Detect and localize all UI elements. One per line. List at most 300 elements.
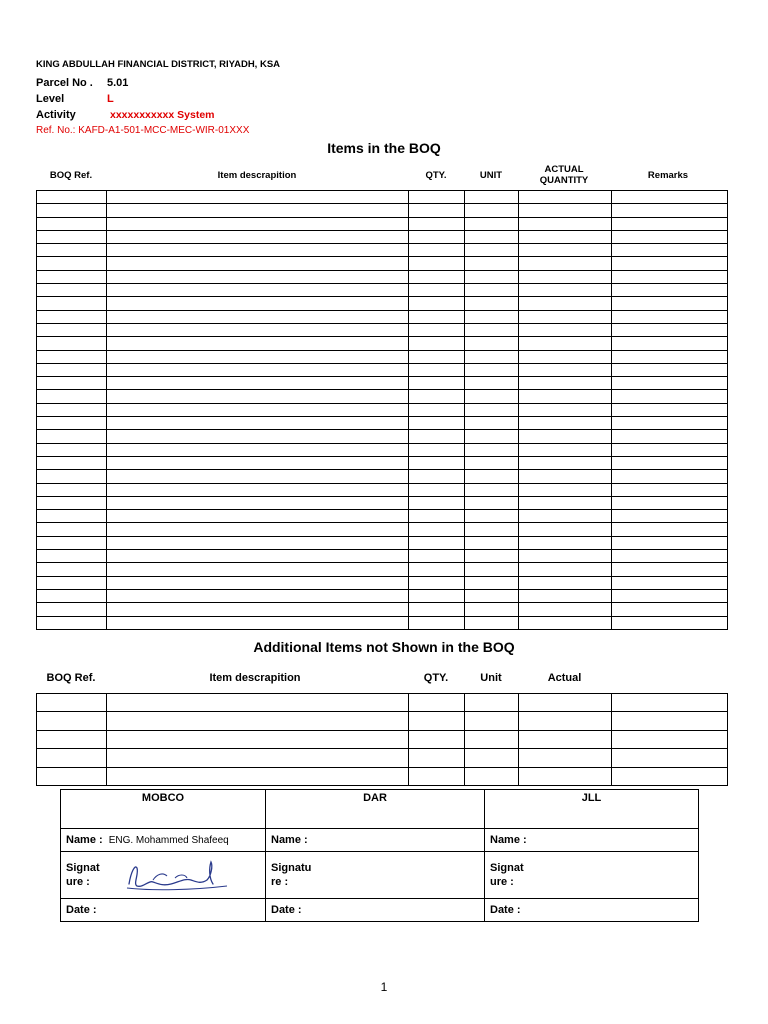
- table-cell[interactable]: [37, 363, 107, 376]
- table-cell[interactable]: [465, 576, 519, 589]
- table-cell[interactable]: [612, 257, 728, 270]
- table-cell[interactable]: [612, 191, 728, 204]
- table-cell[interactable]: [465, 510, 519, 523]
- mobco-signature-cell[interactable]: [61, 852, 266, 899]
- col-header-actual-quantity: ACTUAL QUANTITY: [539, 164, 589, 186]
- table-row: [37, 470, 728, 483]
- col-header-remarks: Remarks: [647, 170, 689, 181]
- table-cell[interactable]: [612, 496, 728, 509]
- table-row: [37, 536, 728, 549]
- table-cell[interactable]: [107, 550, 409, 563]
- table-cell[interactable]: [519, 694, 612, 712]
- table-cell[interactable]: [519, 563, 612, 576]
- table-cell[interactable]: [465, 603, 519, 616]
- table-cell[interactable]: [37, 284, 107, 297]
- table-cell[interactable]: [519, 284, 612, 297]
- table-row: [37, 191, 728, 204]
- table-cell[interactable]: [409, 350, 465, 363]
- table-row: [37, 456, 728, 469]
- table-cell[interactable]: [612, 443, 728, 456]
- table-cell[interactable]: [465, 563, 519, 576]
- table-cell[interactable]: [107, 456, 409, 469]
- table-cell[interactable]: [409, 563, 465, 576]
- table-cell[interactable]: [465, 483, 519, 496]
- table-cell[interactable]: [37, 767, 107, 785]
- table-cell[interactable]: [519, 217, 612, 230]
- table-cell[interactable]: [612, 390, 728, 403]
- table-cell[interactable]: [107, 589, 409, 602]
- table-row: [37, 337, 728, 350]
- table-cell[interactable]: [409, 363, 465, 376]
- table-cell[interactable]: [465, 257, 519, 270]
- table-cell[interactable]: [519, 603, 612, 616]
- table-cell[interactable]: [409, 749, 465, 767]
- table-cell[interactable]: [409, 523, 465, 536]
- dar-name-cell[interactable]: [266, 829, 485, 852]
- dar-signature-cell[interactable]: [266, 852, 485, 899]
- table-row: [37, 403, 728, 416]
- table-cell[interactable]: [409, 284, 465, 297]
- table-cell[interactable]: [519, 297, 612, 310]
- table-cell[interactable]: [612, 523, 728, 536]
- table-cell[interactable]: [465, 204, 519, 217]
- mobco-date-cell[interactable]: [61, 899, 266, 922]
- table-row: [37, 310, 728, 323]
- table-cell[interactable]: [612, 749, 728, 767]
- table-cell[interactable]: [107, 510, 409, 523]
- add-col-header-qty: QTY.: [423, 672, 449, 684]
- table-cell[interactable]: [37, 297, 107, 310]
- table-cell[interactable]: [519, 363, 612, 376]
- table-cell[interactable]: [37, 217, 107, 230]
- table-cell[interactable]: [107, 576, 409, 589]
- table-cell[interactable]: [612, 730, 728, 748]
- table-cell[interactable]: [107, 603, 409, 616]
- table-cell[interactable]: [465, 430, 519, 443]
- table-cell[interactable]: [612, 430, 728, 443]
- table-cell[interactable]: [519, 550, 612, 563]
- table-row: [37, 284, 728, 297]
- table-cell[interactable]: [519, 470, 612, 483]
- table-cell[interactable]: [409, 536, 465, 549]
- date-label: Date :: [271, 904, 302, 916]
- table-cell[interactable]: [409, 694, 465, 712]
- mobco-name-cell[interactable]: [61, 829, 266, 852]
- table-cell[interactable]: [519, 204, 612, 217]
- table-cell[interactable]: [612, 483, 728, 496]
- table-cell[interactable]: [519, 310, 612, 323]
- table-cell[interactable]: [465, 523, 519, 536]
- table-cell[interactable]: [37, 204, 107, 217]
- table-cell[interactable]: [612, 616, 728, 629]
- table-cell[interactable]: [107, 390, 409, 403]
- table-cell[interactable]: [409, 470, 465, 483]
- table-cell[interactable]: [409, 257, 465, 270]
- table-row: [37, 443, 728, 456]
- table-cell[interactable]: [612, 403, 728, 416]
- table-cell[interactable]: [107, 563, 409, 576]
- table-cell[interactable]: [107, 204, 409, 217]
- parcel-value: 5.01: [107, 77, 129, 89]
- table-cell[interactable]: [409, 337, 465, 350]
- party-mobco: MOBCO: [61, 790, 266, 829]
- table-cell[interactable]: [519, 377, 612, 390]
- table-cell[interactable]: [519, 350, 612, 363]
- table-cell[interactable]: [37, 456, 107, 469]
- table-cell[interactable]: [107, 350, 409, 363]
- table-cell[interactable]: [465, 350, 519, 363]
- table-row: [37, 350, 728, 363]
- table-cell[interactable]: [107, 536, 409, 549]
- table-cell[interactable]: [107, 310, 409, 323]
- table-cell[interactable]: [37, 550, 107, 563]
- table-cell[interactable]: [409, 191, 465, 204]
- table-cell[interactable]: [37, 496, 107, 509]
- table-row: [37, 694, 728, 712]
- table-cell[interactable]: [612, 417, 728, 430]
- table-cell[interactable]: [37, 730, 107, 748]
- table-cell[interactable]: [465, 310, 519, 323]
- table-cell[interactable]: [612, 337, 728, 350]
- table-cell[interactable]: [612, 377, 728, 390]
- additional-items-table: [36, 693, 728, 786]
- table-cell[interactable]: [465, 767, 519, 785]
- table-cell[interactable]: [409, 603, 465, 616]
- table-cell[interactable]: [107, 403, 409, 416]
- table-cell[interactable]: [409, 483, 465, 496]
- table-cell[interactable]: [612, 217, 728, 230]
- table-cell[interactable]: [465, 284, 519, 297]
- table-cell[interactable]: [107, 323, 409, 336]
- table-cell[interactable]: [519, 483, 612, 496]
- level-label: Level: [36, 93, 65, 105]
- table-cell[interactable]: [37, 536, 107, 549]
- table-cell[interactable]: [465, 470, 519, 483]
- table-cell[interactable]: [612, 230, 728, 243]
- table-cell[interactable]: [519, 523, 612, 536]
- table-cell[interactable]: [107, 257, 409, 270]
- table-cell[interactable]: [37, 603, 107, 616]
- table-row: [37, 257, 728, 270]
- activity-value: xxxxxxxxxxx System: [110, 109, 215, 121]
- boq-items-body: [37, 191, 728, 630]
- jll-signature-cell[interactable]: [485, 852, 699, 899]
- table-cell[interactable]: [519, 337, 612, 350]
- table-cell[interactable]: [409, 616, 465, 629]
- parcel-label: Parcel No .: [36, 77, 93, 89]
- table-cell[interactable]: [519, 191, 612, 204]
- table-cell[interactable]: [519, 536, 612, 549]
- table-cell[interactable]: [612, 270, 728, 283]
- table-cell[interactable]: [37, 563, 107, 576]
- table-cell[interactable]: [519, 443, 612, 456]
- table-cell[interactable]: [37, 712, 107, 730]
- table-row: [37, 550, 728, 563]
- table-cell[interactable]: [519, 496, 612, 509]
- table-cell[interactable]: [409, 417, 465, 430]
- table-cell[interactable]: [612, 536, 728, 549]
- table-cell[interactable]: [37, 191, 107, 204]
- table-cell[interactable]: [519, 230, 612, 243]
- table-cell[interactable]: [107, 337, 409, 350]
- table-cell[interactable]: [107, 244, 409, 257]
- table-cell[interactable]: [465, 589, 519, 602]
- table-cell[interactable]: [519, 749, 612, 767]
- table-cell[interactable]: [465, 694, 519, 712]
- table-cell[interactable]: [37, 470, 107, 483]
- table-row: [37, 363, 728, 376]
- table-cell[interactable]: [409, 390, 465, 403]
- table-cell[interactable]: [465, 323, 519, 336]
- table-row: [37, 270, 728, 283]
- table-cell[interactable]: [409, 244, 465, 257]
- table-cell[interactable]: [612, 694, 728, 712]
- table-cell[interactable]: [37, 616, 107, 629]
- name-label: Name :: [490, 834, 527, 846]
- table-row: [37, 603, 728, 616]
- table-cell[interactable]: [465, 730, 519, 748]
- table-row: [37, 244, 728, 257]
- level-value: L: [107, 93, 114, 105]
- table-cell[interactable]: [612, 204, 728, 217]
- table-cell[interactable]: [409, 730, 465, 748]
- signature-table: [60, 789, 699, 922]
- table-row: [37, 712, 728, 730]
- table-row: [37, 589, 728, 602]
- table-cell[interactable]: [107, 217, 409, 230]
- table-row: [37, 767, 728, 785]
- table-cell[interactable]: [107, 730, 409, 748]
- table-cell[interactable]: [612, 323, 728, 336]
- table-cell[interactable]: [612, 603, 728, 616]
- signature-label: Signatu re :: [271, 862, 312, 888]
- table-cell[interactable]: [37, 443, 107, 456]
- table-row: [37, 730, 728, 748]
- table-cell[interactable]: [465, 550, 519, 563]
- table-cell[interactable]: [409, 443, 465, 456]
- table-cell[interactable]: [37, 403, 107, 416]
- table-cell[interactable]: [519, 430, 612, 443]
- handwritten-signature-image: [123, 858, 231, 894]
- table-cell[interactable]: [612, 363, 728, 376]
- table-cell[interactable]: [612, 310, 728, 323]
- table-cell[interactable]: [37, 749, 107, 767]
- table-cell[interactable]: [519, 712, 612, 730]
- table-cell[interactable]: [409, 270, 465, 283]
- table-cell[interactable]: [612, 712, 728, 730]
- table-cell[interactable]: [107, 694, 409, 712]
- table-cell[interactable]: [409, 767, 465, 785]
- table-cell[interactable]: [107, 470, 409, 483]
- table-cell[interactable]: [519, 767, 612, 785]
- table-cell[interactable]: [37, 270, 107, 283]
- table-cell[interactable]: [612, 563, 728, 576]
- table-cell[interactable]: [107, 712, 409, 730]
- table-cell[interactable]: [612, 456, 728, 469]
- table-cell[interactable]: [465, 616, 519, 629]
- table-cell[interactable]: [465, 363, 519, 376]
- table-cell[interactable]: [465, 403, 519, 416]
- table-cell[interactable]: [612, 297, 728, 310]
- table-cell[interactable]: [612, 767, 728, 785]
- table-cell[interactable]: [107, 417, 409, 430]
- table-cell[interactable]: [519, 244, 612, 257]
- table-row: [37, 616, 728, 629]
- table-cell[interactable]: [519, 616, 612, 629]
- table-cell[interactable]: [107, 284, 409, 297]
- table-cell[interactable]: [465, 443, 519, 456]
- table-cell[interactable]: [107, 270, 409, 283]
- page-number: 1: [380, 980, 388, 994]
- table-cell[interactable]: [37, 337, 107, 350]
- table-cell[interactable]: [519, 417, 612, 430]
- party-jll: JLL: [485, 790, 699, 829]
- table-cell[interactable]: [465, 390, 519, 403]
- table-cell[interactable]: [465, 191, 519, 204]
- table-cell[interactable]: [107, 191, 409, 204]
- table-row: [37, 496, 728, 509]
- table-cell[interactable]: [107, 230, 409, 243]
- table-cell[interactable]: [465, 712, 519, 730]
- table-cell[interactable]: [409, 496, 465, 509]
- table-cell[interactable]: [107, 363, 409, 376]
- reference-number: Ref. No.: KAFD-A1-501-MCC-MEC-WIR-01XXX: [36, 125, 250, 136]
- table-cell[interactable]: [465, 217, 519, 230]
- table-cell[interactable]: [37, 244, 107, 257]
- table-row: [37, 417, 728, 430]
- table-cell[interactable]: [465, 297, 519, 310]
- table-cell[interactable]: [519, 257, 612, 270]
- table-cell[interactable]: [37, 483, 107, 496]
- table-cell[interactable]: [612, 470, 728, 483]
- table-cell[interactable]: [465, 496, 519, 509]
- table-cell[interactable]: [465, 536, 519, 549]
- table-cell[interactable]: [107, 616, 409, 629]
- table-cell[interactable]: [37, 589, 107, 602]
- table-cell[interactable]: [409, 403, 465, 416]
- table-cell[interactable]: [519, 403, 612, 416]
- table-cell[interactable]: [107, 767, 409, 785]
- table-cell[interactable]: [612, 550, 728, 563]
- activity-label: Activity: [36, 109, 76, 121]
- table-row: [37, 510, 728, 523]
- table-cell[interactable]: [107, 297, 409, 310]
- table-cell[interactable]: [37, 694, 107, 712]
- table-cell[interactable]: [409, 550, 465, 563]
- add-col-header-actual: Actual: [547, 672, 582, 684]
- table-cell[interactable]: [409, 217, 465, 230]
- table-cell[interactable]: [37, 390, 107, 403]
- table-cell[interactable]: [409, 712, 465, 730]
- table-row: [37, 297, 728, 310]
- additional-section-title: Additional Items not Shown in the BOQ: [253, 639, 515, 655]
- table-cell[interactable]: [107, 483, 409, 496]
- table-cell[interactable]: [519, 390, 612, 403]
- table-cell[interactable]: [409, 576, 465, 589]
- table-row: [37, 323, 728, 336]
- table-cell[interactable]: [612, 589, 728, 602]
- table-row: [37, 217, 728, 230]
- table-cell[interactable]: [37, 230, 107, 243]
- signature-label: Signat ure :: [490, 862, 524, 888]
- table-cell[interactable]: [409, 589, 465, 602]
- table-row: [37, 430, 728, 443]
- table-cell[interactable]: [37, 257, 107, 270]
- table-cell[interactable]: [107, 443, 409, 456]
- table-cell[interactable]: [409, 204, 465, 217]
- table-cell[interactable]: [409, 430, 465, 443]
- col-header-qty: QTY.: [425, 170, 447, 181]
- jll-date-cell[interactable]: [485, 899, 699, 922]
- table-cell[interactable]: [612, 350, 728, 363]
- table-row: [37, 749, 728, 767]
- table-cell[interactable]: [612, 510, 728, 523]
- table-cell[interactable]: [612, 576, 728, 589]
- table-cell[interactable]: [37, 323, 107, 336]
- add-col-header-item-description: Item descrapition: [209, 672, 301, 684]
- table-cell[interactable]: [37, 576, 107, 589]
- table-cell[interactable]: [465, 244, 519, 257]
- table-cell[interactable]: [519, 589, 612, 602]
- table-cell[interactable]: [409, 456, 465, 469]
- table-cell[interactable]: [37, 350, 107, 363]
- date-label: Date :: [66, 904, 97, 916]
- table-cell[interactable]: [519, 456, 612, 469]
- dar-date-cell[interactable]: [266, 899, 485, 922]
- name-label: Name :: [271, 834, 308, 846]
- table-cell[interactable]: [37, 523, 107, 536]
- table-cell[interactable]: [37, 377, 107, 390]
- table-cell[interactable]: [465, 230, 519, 243]
- table-row: [37, 523, 728, 536]
- table-row: [37, 390, 728, 403]
- table-cell[interactable]: [37, 430, 107, 443]
- table-cell[interactable]: [519, 576, 612, 589]
- table-cell[interactable]: [107, 377, 409, 390]
- table-cell[interactable]: [465, 417, 519, 430]
- table-cell[interactable]: [465, 270, 519, 283]
- table-cell[interactable]: [409, 377, 465, 390]
- add-col-header-boq-ref: BOQ Ref.: [46, 672, 96, 684]
- table-cell[interactable]: [519, 730, 612, 748]
- table-cell[interactable]: [107, 496, 409, 509]
- table-cell[interactable]: [409, 230, 465, 243]
- table-cell[interactable]: [519, 323, 612, 336]
- table-cell[interactable]: [107, 430, 409, 443]
- table-cell[interactable]: [612, 244, 728, 257]
- table-cell[interactable]: [465, 749, 519, 767]
- table-cell[interactable]: [612, 284, 728, 297]
- table-row: [37, 204, 728, 217]
- table-cell[interactable]: [409, 510, 465, 523]
- table-cell[interactable]: [465, 456, 519, 469]
- table-cell[interactable]: [409, 297, 465, 310]
- table-cell[interactable]: [107, 749, 409, 767]
- jll-name-cell[interactable]: [485, 829, 699, 852]
- table-cell[interactable]: [465, 337, 519, 350]
- table-cell[interactable]: [409, 323, 465, 336]
- table-cell[interactable]: [37, 310, 107, 323]
- table-cell[interactable]: [465, 377, 519, 390]
- add-col-header-unit: Unit: [480, 672, 502, 684]
- project-district: KING ABDULLAH FINANCIAL DISTRICT, RIYADH, KSA: [36, 59, 281, 70]
- table-cell[interactable]: [409, 310, 465, 323]
- table-cell[interactable]: [37, 510, 107, 523]
- table-cell[interactable]: [37, 417, 107, 430]
- table-cell[interactable]: [107, 523, 409, 536]
- table-cell[interactable]: [519, 270, 612, 283]
- table-cell[interactable]: [519, 510, 612, 523]
